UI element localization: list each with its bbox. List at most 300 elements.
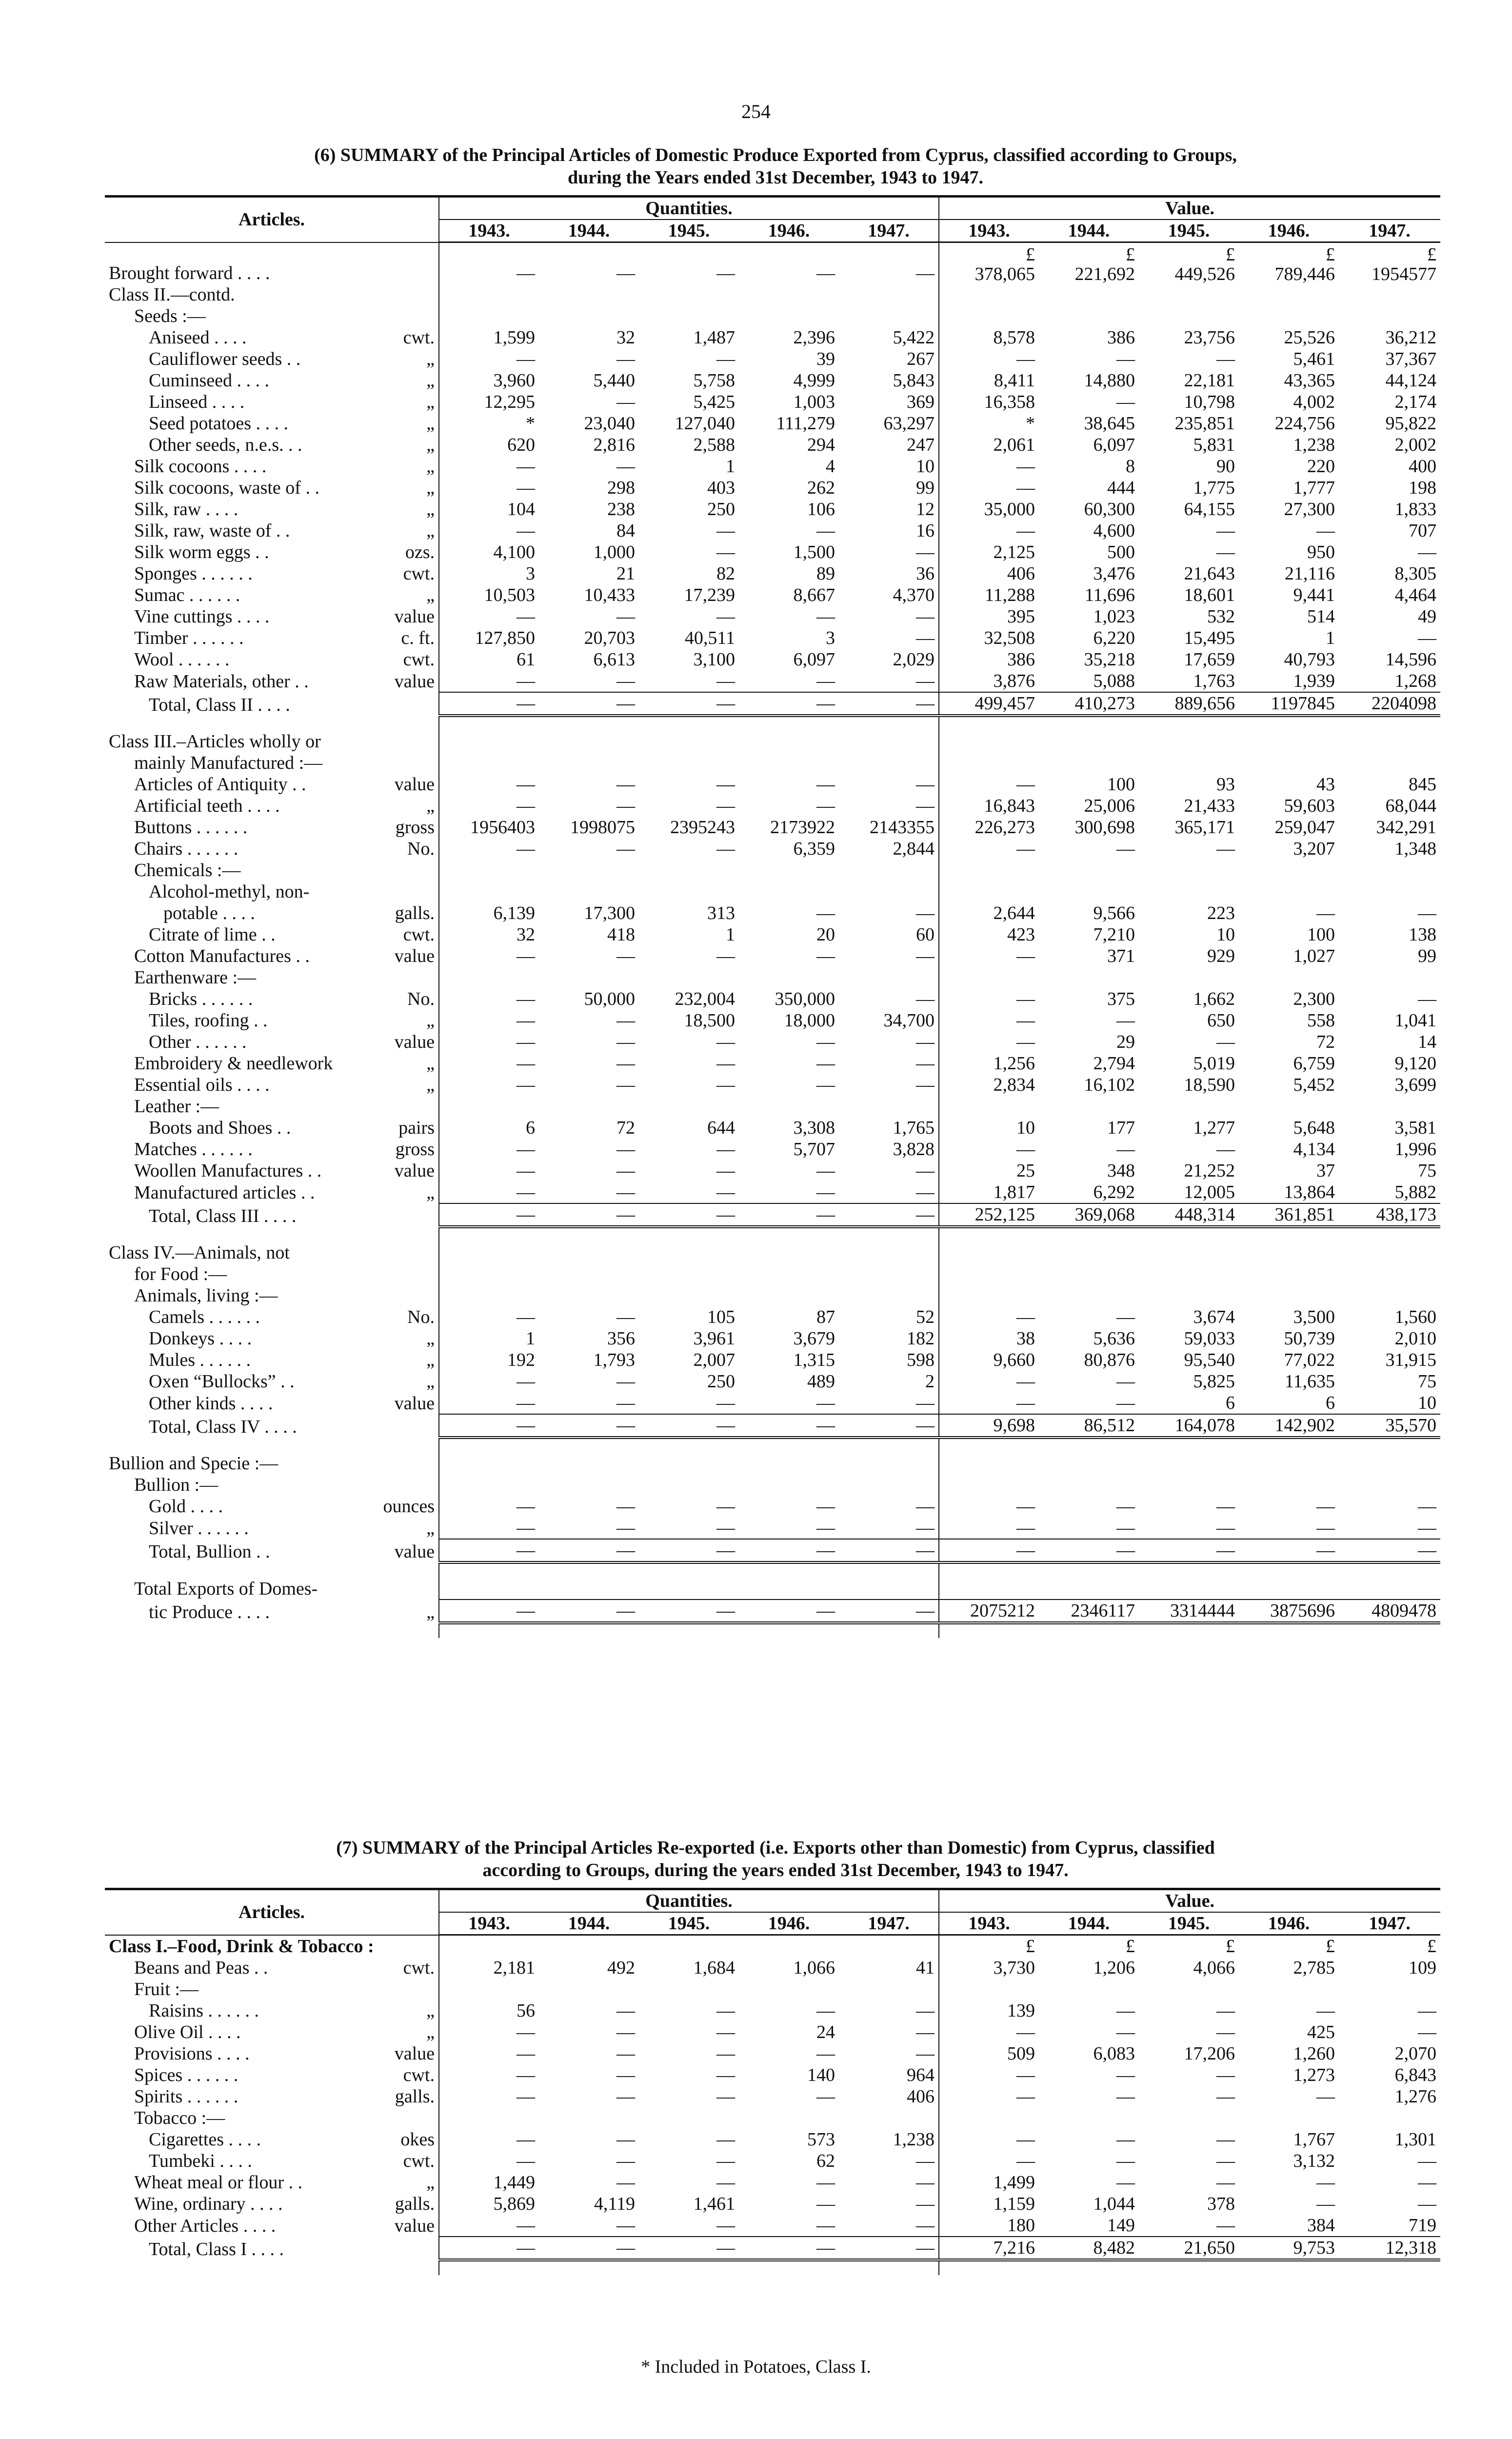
article-cell (105, 1139, 439, 1160)
table-row (105, 1957, 1440, 1979)
article-label: Silk, raw, waste of . . (134, 520, 290, 541)
quantity-cell: — (517, 1182, 535, 1202)
value-cell: 44,124 (1385, 370, 1437, 391)
value-cell (1039, 2107, 1139, 2129)
spacer-cell (1239, 1227, 1339, 1242)
value-cell: — (1016, 2022, 1035, 2042)
spacer-row (105, 1623, 1440, 1638)
value-cell (1039, 752, 1139, 774)
quantity-cell: 1,000 (593, 542, 635, 562)
value-cell (1139, 1979, 1239, 2000)
value-cell: 3,476 (1093, 563, 1135, 584)
spacer-cell (1239, 1623, 1339, 1638)
quantity-cell: — (839, 2000, 939, 2021)
article-label: Silk cocoons, waste of . . (134, 478, 319, 498)
article-cell (105, 1957, 439, 1979)
quantity-cell: — (716, 1075, 735, 1095)
quantity-cell: 105 (707, 1307, 735, 1327)
value-cell: 1,775 (1193, 478, 1235, 498)
quantity-cell: — (839, 541, 939, 563)
value-cell: — (1016, 1393, 1035, 1413)
quantity-cell (539, 1285, 639, 1306)
value-cell (939, 2107, 1039, 2129)
quantity-cell: 238 (607, 499, 635, 520)
value-cell: — (1316, 2086, 1335, 2107)
value-cell (1039, 1242, 1139, 1263)
value-cell: — (1016, 989, 1035, 1009)
value-cell (939, 1453, 1039, 1474)
quantity-cell (839, 731, 939, 752)
spacer-cell (439, 1227, 539, 1242)
quantity-cell: — (839, 1392, 939, 1414)
value-cell: — (1116, 1307, 1135, 1327)
article-cell (105, 1074, 439, 1096)
unit-label: cwt. (403, 327, 435, 348)
quantity-cell: — (639, 1203, 739, 1227)
value-cell (1239, 1474, 1339, 1496)
value-cell (939, 860, 1039, 881)
unit-label: okes (400, 2129, 435, 2150)
article-label: Brought forward . . . . (109, 263, 270, 283)
value-cell: — (1016, 946, 1035, 966)
quantity-cell (439, 2107, 539, 2129)
value-cell: — (1116, 839, 1135, 859)
spacer-cell (1339, 716, 1440, 731)
article-label: Embroidery & needlework (134, 1053, 333, 1074)
article-cell (105, 902, 439, 924)
article-cell (105, 413, 439, 434)
quantity-cell: — (517, 349, 535, 369)
value-cell: 8,305 (1394, 563, 1437, 584)
value-cell (1039, 967, 1139, 988)
unit-label: pairs (398, 1118, 435, 1138)
article-label: Raisins . . . . . . (149, 2000, 259, 2021)
article-cell (105, 627, 439, 649)
quantity-cell (539, 305, 639, 327)
value-cell: — (1216, 1518, 1235, 1538)
quantity-cell (439, 967, 539, 988)
value-cell: 3,730 (993, 1958, 1035, 1978)
quantity-cell: — (816, 606, 835, 627)
article-cell (105, 967, 439, 988)
table-row (105, 541, 1440, 563)
article-label: Bullion and Specie :— (109, 1453, 279, 1474)
value-cell: 68,044 (1385, 796, 1437, 816)
value-cell: — (1116, 1010, 1135, 1031)
quantity-cell: — (439, 1414, 539, 1438)
quantity-cell (439, 1285, 539, 1306)
spacer-cell (1139, 1562, 1239, 1578)
quantity-cell: 1,487 (693, 327, 735, 348)
value-cell: 348 (1107, 1160, 1135, 1181)
value-cell: 18,590 (1184, 1075, 1235, 1095)
value-cell: — (1418, 2172, 1437, 2193)
quantity-cell: — (617, 839, 635, 859)
value-cell (1039, 1979, 1139, 2000)
value-cell: 1,662 (1193, 989, 1235, 1009)
quantity-cell: 104 (507, 499, 535, 520)
quantity-cell: — (617, 2000, 635, 2021)
quantity-cell: — (517, 2043, 535, 2064)
quantity-cell: — (716, 606, 735, 627)
article-label: Raw Materials, other . . (134, 671, 309, 692)
quantity-cell: 1,765 (839, 1117, 939, 1139)
quantity-cell: 10 (839, 456, 939, 477)
quantity-cell: 32 (617, 327, 635, 348)
unit-label: galls. (395, 2194, 435, 2214)
article-cell (105, 2193, 439, 2215)
quantity-cell (439, 881, 539, 902)
quantity-cell: — (839, 1517, 939, 1539)
article-cell (105, 2215, 439, 2237)
quantity-cell: — (816, 1496, 835, 1517)
value-cell (1039, 881, 1139, 902)
quantity-cell: — (716, 1496, 735, 1517)
year-header: 1945. (1139, 1912, 1239, 1935)
quantity-cell: — (716, 839, 735, 859)
article-label: Class I.–Food, Drink & Tobacco : (109, 1936, 374, 1957)
quantity-cell: 2143355 (839, 817, 939, 838)
value-cell: 235,851 (1174, 413, 1235, 434)
table-row (105, 1517, 1440, 1539)
quantity-cell: — (617, 2129, 635, 2150)
article-cell (105, 774, 439, 795)
value-cell: 6,759 (1293, 1053, 1335, 1074)
value-cell (1339, 1453, 1440, 1474)
value-cell: 23,756 (1184, 327, 1235, 348)
quantity-cell: — (517, 671, 535, 691)
quantity-cell: 1,500 (793, 542, 835, 562)
value-cell (1239, 284, 1339, 305)
article-cell (105, 1263, 439, 1285)
quantity-cell (739, 1285, 839, 1306)
value-cell: 1,348 (1394, 839, 1437, 859)
value-cell: 2,010 (1394, 1328, 1437, 1349)
value-cell: £ 378,065 (975, 244, 1035, 284)
group-heading-row (105, 1285, 1440, 1306)
spacer-cell (1139, 1623, 1239, 1638)
value-cell (1239, 1242, 1339, 1263)
unit-label: „ (426, 1602, 435, 1622)
value-cell: 49 (1418, 606, 1437, 627)
quantity-cell: 2,396 (793, 327, 835, 348)
quantity-cell: 2,588 (693, 435, 735, 455)
value-cell (1239, 752, 1339, 774)
article-label: Leather :— (134, 1096, 219, 1117)
value-cell (1039, 1578, 1139, 1599)
value-cell: — (1216, 2000, 1235, 2021)
value-cell: 12,318 (1339, 2237, 1440, 2260)
value-cell: — (1016, 1139, 1035, 1160)
quantity-cell: 192 (507, 1350, 535, 1370)
value-cell: 60,300 (1084, 499, 1135, 520)
value-cell: £ 789,446 (1274, 244, 1335, 284)
quantity-cell: 89 (816, 563, 835, 584)
quantity-cell: — (617, 1371, 635, 1392)
quantity-cell (739, 967, 839, 988)
quantity-cell (739, 1263, 839, 1285)
value-cell: 448,314 (1139, 1203, 1239, 1227)
quantity-cell: 5,843 (839, 370, 939, 391)
value-cell: — (1016, 774, 1035, 795)
value-cell: 11,635 (1284, 1371, 1335, 1392)
value-cell: 1,023 (1093, 606, 1135, 627)
value-cell: 2,644 (993, 903, 1035, 923)
quantity-cell (839, 1263, 939, 1285)
value-cell: — (1316, 520, 1335, 541)
spacer-cell (839, 716, 939, 731)
value-header: Value. (939, 1889, 1440, 1913)
value-cell: 2346117 (1039, 1599, 1139, 1623)
value-cell: 558 (1307, 1010, 1335, 1031)
article-label: Tobacco :— (134, 2108, 225, 2128)
table-row (105, 2043, 1440, 2064)
spacer-cell (1039, 1623, 1139, 1638)
value-cell: — (1116, 1518, 1135, 1538)
table-row (105, 2193, 1440, 2215)
quantity-cell (539, 1096, 639, 1117)
spacer-cell (939, 1227, 1039, 1242)
value-cell (1039, 1474, 1139, 1496)
value-cell: — (1016, 1371, 1035, 1392)
table-row (105, 2000, 1440, 2021)
unit-label: „ (426, 392, 435, 412)
article-label: Spices . . . . . . (134, 2065, 239, 2085)
value-cell (1139, 1096, 1239, 1117)
quantity-cell (639, 1453, 739, 1474)
article-label: Buttons . . . . . . (134, 817, 248, 838)
value-cell (939, 881, 1039, 902)
article-label: Silk cocoons . . . . (134, 456, 267, 477)
unit-label: value (394, 671, 435, 692)
table-row (105, 1349, 1440, 1371)
value-cell: 77,022 (1284, 1350, 1335, 1370)
articles-header: Articles. (105, 197, 439, 242)
value-cell: — (1418, 1518, 1437, 1538)
quantity-cell: — (617, 671, 635, 691)
quantity-cell: 356 (607, 1328, 635, 1349)
value-cell: 164,078 (1139, 1414, 1239, 1438)
value-cell: 72 (1316, 1032, 1335, 1052)
value-cell: 2,070 (1394, 2043, 1437, 2064)
quantity-cell: — (617, 2151, 635, 2171)
value-cell: — (1239, 1539, 1339, 1562)
year-header: 1945. (639, 220, 739, 242)
article-cell (105, 795, 439, 817)
quantity-cell: 4 (826, 456, 835, 477)
table-row (105, 370, 1440, 391)
value-cell: 16,843 (984, 796, 1035, 816)
value-cell: 138 (1409, 924, 1437, 945)
value-cell: 15,495 (1184, 628, 1235, 648)
spacer-cell (439, 716, 539, 731)
quantity-cell (839, 1474, 939, 1496)
unit-label: „ (426, 456, 435, 477)
table-row (105, 520, 1440, 541)
article-label: Sponges . . . . . . (134, 563, 253, 584)
unit-label: cwt. (403, 1958, 435, 1978)
article-label: Sumac . . . . . . (134, 585, 240, 605)
value-cell: £ 1954577 (1372, 244, 1437, 284)
group-heading-row (105, 1242, 1440, 1263)
quantity-cell: — (517, 774, 535, 795)
quantity-cell (839, 1979, 939, 2000)
value-cell (1339, 2107, 1440, 2129)
quantity-cell (739, 752, 839, 774)
value-cell: 64,155 (1184, 499, 1235, 520)
value-cell (1039, 1285, 1139, 1306)
table-row (105, 1306, 1440, 1328)
group-heading-row (105, 1263, 1440, 1285)
table-row (105, 1181, 1440, 1203)
quantity-cell: — (517, 1371, 535, 1392)
quantity-cell: 1,461 (693, 2194, 735, 2214)
value-cell: 25,526 (1284, 327, 1335, 348)
quantity-cell: 418 (607, 924, 635, 945)
value-cell (1239, 1096, 1339, 1117)
article-label: Silk worm eggs . . (134, 542, 269, 562)
unit-label: galls. (395, 2086, 435, 2107)
table-row (105, 924, 1440, 945)
quantity-cell: — (839, 1599, 939, 1623)
value-cell: 11,288 (984, 585, 1035, 605)
value-cell (1139, 881, 1239, 902)
value-cell: — (1039, 1539, 1139, 1562)
value-cell (939, 1979, 1039, 2000)
article-label: Class IV.—Animals, not (109, 1242, 290, 1263)
table-row (105, 2150, 1440, 2172)
value-cell (1339, 1474, 1440, 1496)
value-cell: 1,560 (1394, 1307, 1437, 1327)
value-cell: — (1116, 2000, 1135, 2021)
value-cell: 425 (1307, 2022, 1335, 2042)
value-cell: — (1016, 1518, 1035, 1538)
quantity-cell: — (517, 2215, 535, 2236)
value-cell (939, 967, 1039, 988)
value-cell (1139, 284, 1239, 305)
value-cell: 1,273 (1293, 2065, 1335, 2085)
quantity-cell: — (816, 263, 835, 283)
quantity-cell (539, 731, 639, 752)
quantity-cell (639, 1285, 739, 1306)
unit-label: value (394, 1541, 435, 1562)
quantity-cell: — (716, 1393, 735, 1413)
value-cell: 4,600 (1093, 520, 1135, 541)
year-header: 1943. (439, 220, 539, 242)
article-label: Class II.—contd. (109, 284, 235, 305)
quantity-cell (639, 881, 739, 902)
quantity-cell: 5,422 (839, 327, 939, 348)
quantity-cell (639, 967, 739, 988)
value-cell: 2,174 (1394, 392, 1437, 412)
value-cell: 406 (1007, 563, 1035, 584)
article-label: Cuminseed . . . . (149, 370, 269, 391)
value-cell (1339, 1285, 1440, 1306)
quantity-cell: — (539, 1599, 639, 1623)
value-cell: 100 (1107, 774, 1135, 795)
spacer-cell (1339, 1227, 1440, 1242)
quantity-cell: — (839, 2215, 939, 2237)
value-cell: £ (1226, 1936, 1235, 1957)
quantity-cell: — (839, 795, 939, 817)
spacer-cell (439, 1562, 539, 1578)
value-cell: 86,512 (1039, 1414, 1139, 1438)
unit-label: No. (407, 839, 435, 859)
quantity-cell (839, 284, 939, 305)
quantity-cell: — (716, 2043, 735, 2064)
value-cell: — (1016, 1032, 1035, 1052)
article-cell (105, 242, 439, 284)
table-row (105, 649, 1440, 670)
value-cell: 224,756 (1274, 413, 1335, 434)
quantity-cell: — (816, 2172, 835, 2193)
value-cell: 80,876 (1084, 1350, 1135, 1370)
quantity-cell (439, 731, 539, 752)
article-label: Other kinds . . . . (149, 1393, 273, 1414)
quantity-cell: 250 (707, 499, 735, 520)
article-label: mainly Manufactured :— (134, 753, 323, 773)
quantity-cell: 232,004 (675, 989, 735, 1009)
value-cell (1139, 860, 1239, 881)
quantity-cell (839, 1453, 939, 1474)
value-cell: 198 (1409, 478, 1437, 498)
table-row (105, 563, 1440, 584)
spacer-cell (105, 716, 439, 731)
value-cell: 499,457 (939, 692, 1039, 716)
quantity-cell: 5,869 (493, 2194, 535, 2214)
value-cell: 5,825 (1193, 1371, 1235, 1392)
quantities-header: Quantities. (439, 1889, 939, 1913)
quantity-cell: — (517, 1032, 535, 1052)
value-cell: — (1016, 1010, 1035, 1031)
quantity-cell: — (517, 989, 535, 1009)
article-cell (105, 670, 439, 692)
article-cell (105, 860, 439, 881)
spacer-row (105, 1227, 1440, 1242)
value-cell: 1,238 (1293, 435, 1335, 455)
article-label: Total, Class II . . . . (149, 695, 290, 715)
quantity-cell: 1998075 (570, 817, 635, 838)
total-row (105, 692, 1440, 716)
value-cell: 950 (1307, 542, 1335, 562)
quantity-cell: 313 (707, 903, 735, 923)
quantity-cell: — (617, 2215, 635, 2236)
table-row (105, 1139, 1440, 1160)
value-cell: 9,753 (1239, 2237, 1339, 2260)
value-cell: 14,880 (1084, 370, 1135, 391)
value-cell (1239, 731, 1339, 752)
unit-label: „ (426, 413, 435, 434)
table-row (105, 348, 1440, 370)
value-cell: 369,068 (1039, 1203, 1139, 1227)
value-cell: 7,216 (939, 2237, 1039, 2260)
table-row (105, 988, 1440, 1010)
quantity-cell: 18,500 (684, 1010, 735, 1031)
value-cell: 7,210 (1093, 924, 1135, 945)
quantity-cell: 2,181 (493, 1958, 535, 1978)
value-cell: 259,047 (1274, 817, 1335, 838)
article-label: Gold . . . . (149, 1496, 223, 1517)
group-heading-row (105, 1453, 1440, 1474)
value-cell: 371 (1107, 946, 1135, 966)
spacer-cell (539, 1623, 639, 1638)
value-cell (1139, 752, 1239, 774)
value-cell (1039, 1453, 1139, 1474)
article-cell (105, 434, 439, 456)
quantity-cell: — (517, 263, 535, 283)
table-row (105, 456, 1440, 477)
article-label: Wool . . . . . . (134, 649, 230, 670)
